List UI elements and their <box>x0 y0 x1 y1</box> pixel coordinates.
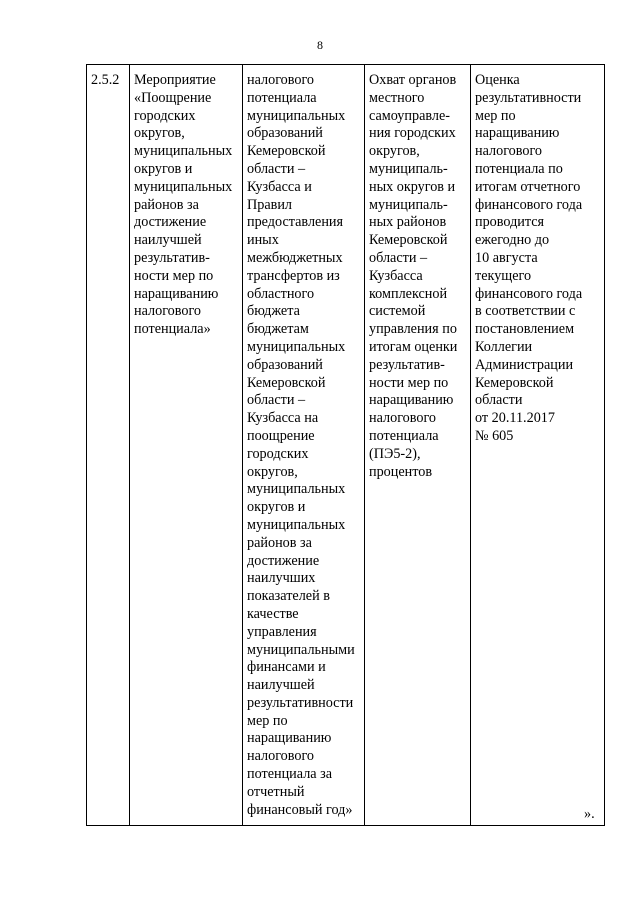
page-number: 8 <box>317 38 323 52</box>
cell-measure-name: Мероприятие «Поощрение городских округов, муниципальных округов и муниципальных районов за достижение наилучшей результатив- ности мер по наращиванию налогового потенциала» <box>130 65 243 826</box>
cell-evaluation: Оценка результативности мер по наращиванию налогового потенциала по итогам отчетного финансового года проводится ежегодно до 10 августа текущего финансового года в соответствии с постановлением Коллегии Администрации Кемеровской области от 20.11.2017 № 605 <box>471 65 605 826</box>
table-row <box>87 65 605 826</box>
closing-quote-mark: ». <box>584 806 595 822</box>
measures-table <box>86 64 605 826</box>
cell-item-number: 2.5.2 <box>87 65 130 826</box>
cell-indicator: Охват органов местного самоуправле- ния городских округов, муниципаль- ных округов и муниципаль- ных районов Кемеровской области – Кузбасса комплексной системой управления по итогам оценки результатив- ности мер по наращиванию налогового потенциала (ПЭ5-2), процентов <box>365 65 471 826</box>
cell-measure-description: налогового потенциала муниципальных образований Кемеровской области – Кузбасса и Правил предоставления иных межбюджетных трансфертов из областного бюджета бюджетам муниципальных образований Кемеровской области – Кузбасса на поощрение городских округов, муниципальных округов и муниципальных районов за достижение наилучших показателей в качестве управления муниципальными финансами и наилучшей результативности мер по наращиванию налогового потенциала за отчетный финансовый год» <box>243 65 365 826</box>
